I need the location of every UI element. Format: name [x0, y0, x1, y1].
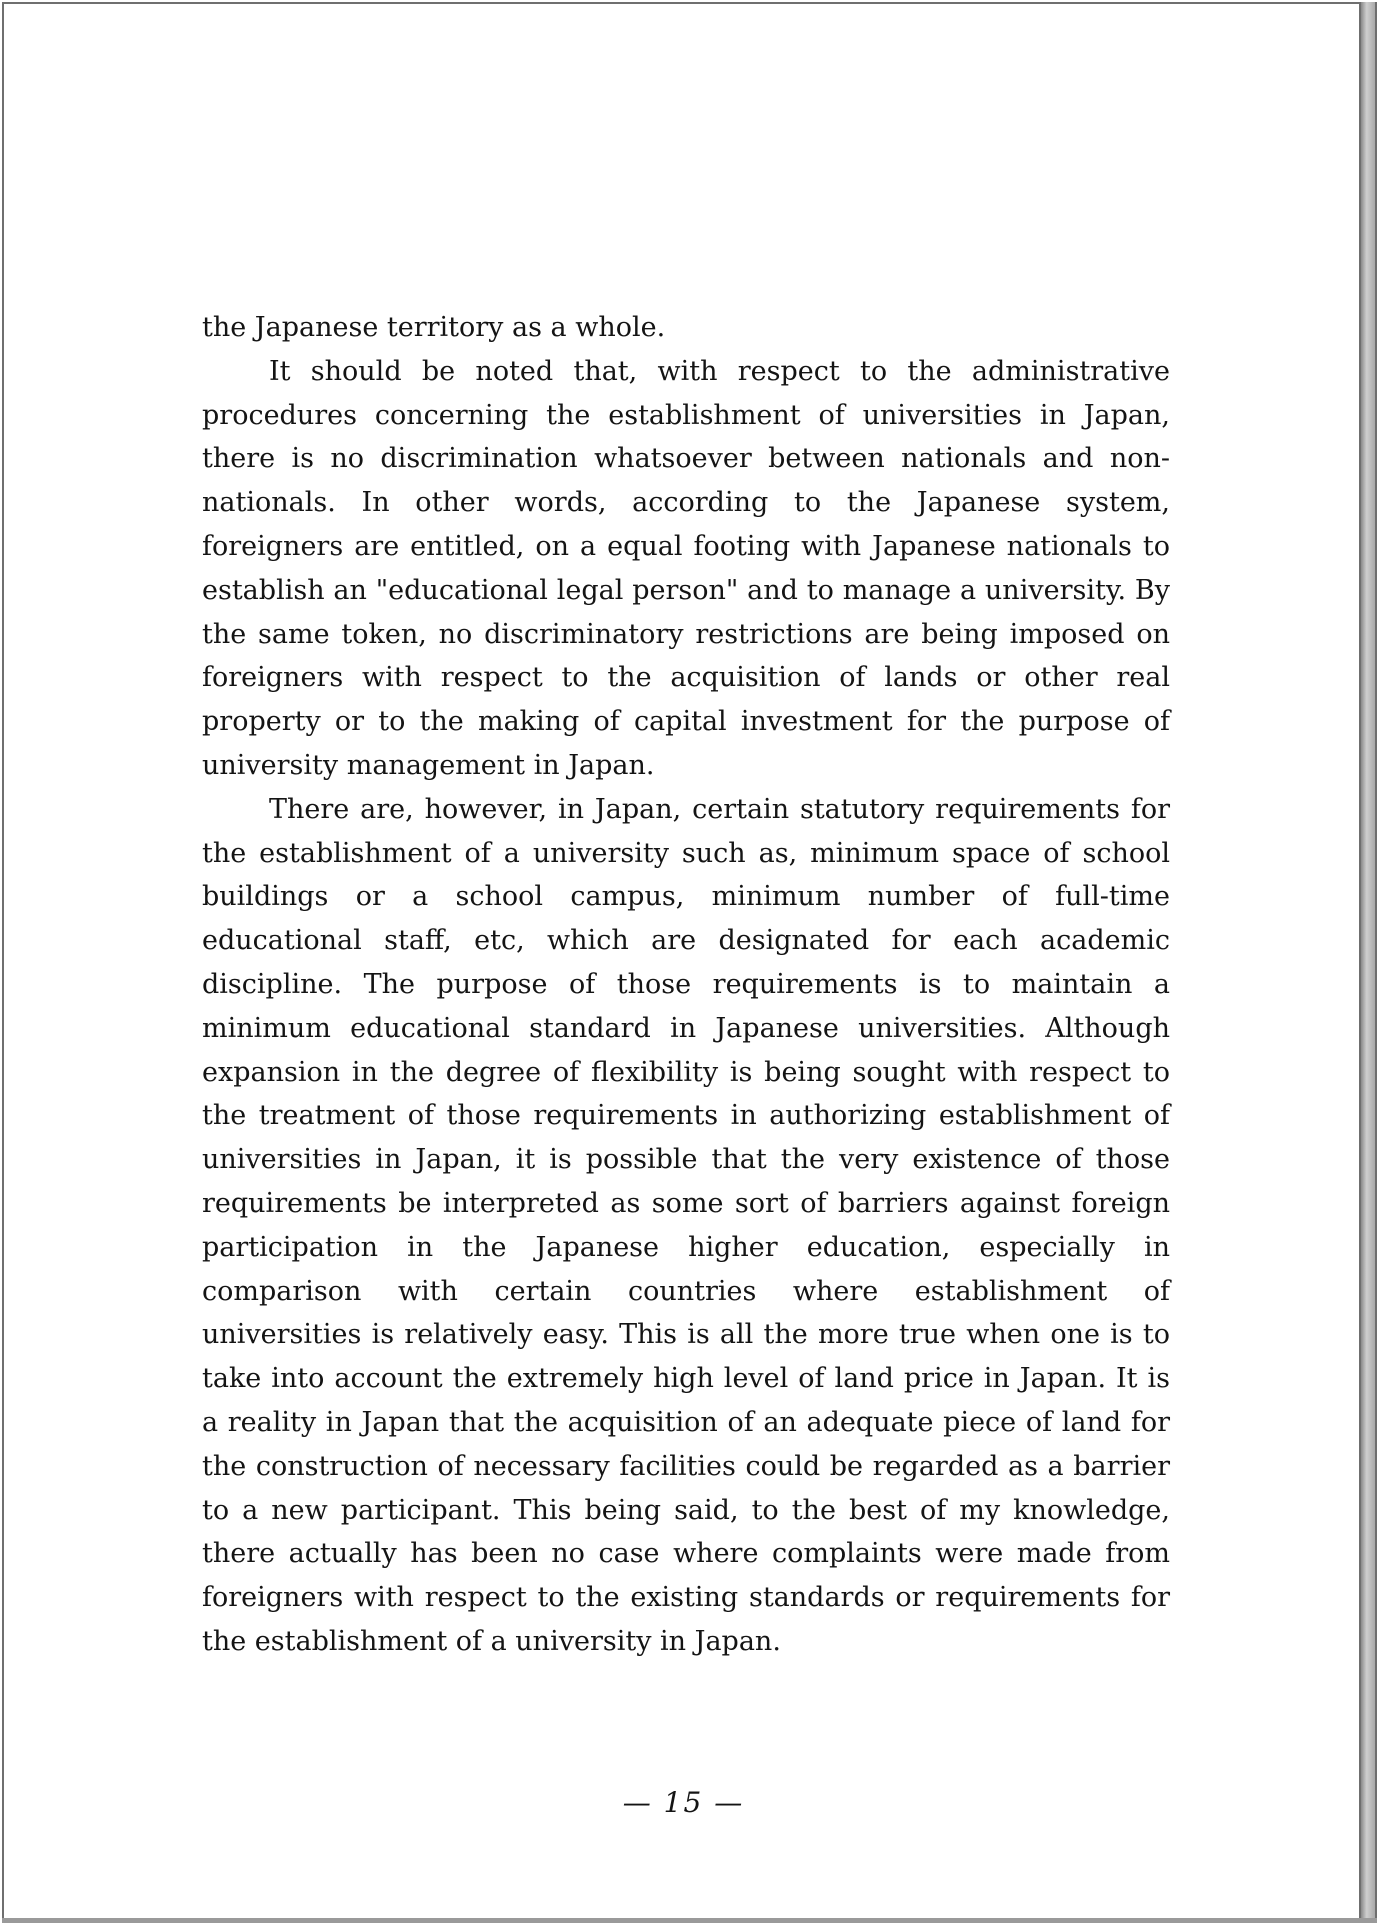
paragraph-administrative-procedures: It should be noted that, with respect to the administrative procedures concerning the establishment of universities in Japan, there is no discrimination whatsoever between nationals and non-nationals. In other words, according to the Japanese system, foreigners are entitled, on a equal footing with Japanese nationals to establish an "educational legal person" and to manage a university. By the same token, no discriminatory restrictions are being imposed on foreigners with respect to the acquisition of lands or other real property or to the making of capital investment for the purpose of university management in Japan. [202, 355, 1170, 781]
page-edge-shadow [1361, 2, 1377, 1920]
paragraph-statutory-requirements: There are, however, in Japan, certain statutory requirements for the establishment of a university such as, minimum space of school buildings or a school campus, minimum number of full-time educational staff, etc, which are designated for each academic discipline. The purpose of those requirements is to maintain a minimum educational standard in Japanese universities. Although expansion in the degree of flexibility is being sought with respect to the treatment of those requirements in authorizing establishment of universities in Japan, it is possible that the very existence of those requirements be interpreted as some sort of barriers against foreign participation in the Japanese higher education, especially in comparison with certain countries where establishment of universities is relatively easy. This is all the more true when one is to take into account the extremely high level of land price in Japan. It is a reality in Japan that the acquisition of an adequate piece of land for the construction of necessary facilities could be regarded as a barrier to a new participant. This being said, to the best of my knowledge, there actually has been no case where complaints were made from foreigners with respect to the existing standards or requirements for the establishment of a university in Japan. [202, 793, 1170, 1657]
page-bottom-edge [2, 1918, 1377, 1923]
document-page [2, 2, 1361, 1920]
page-number: — 15 — [622, 1786, 745, 1819]
body-text [202, 306, 1170, 1664]
paragraph-continuation: the Japanese territory as a whole. [202, 312, 666, 343]
